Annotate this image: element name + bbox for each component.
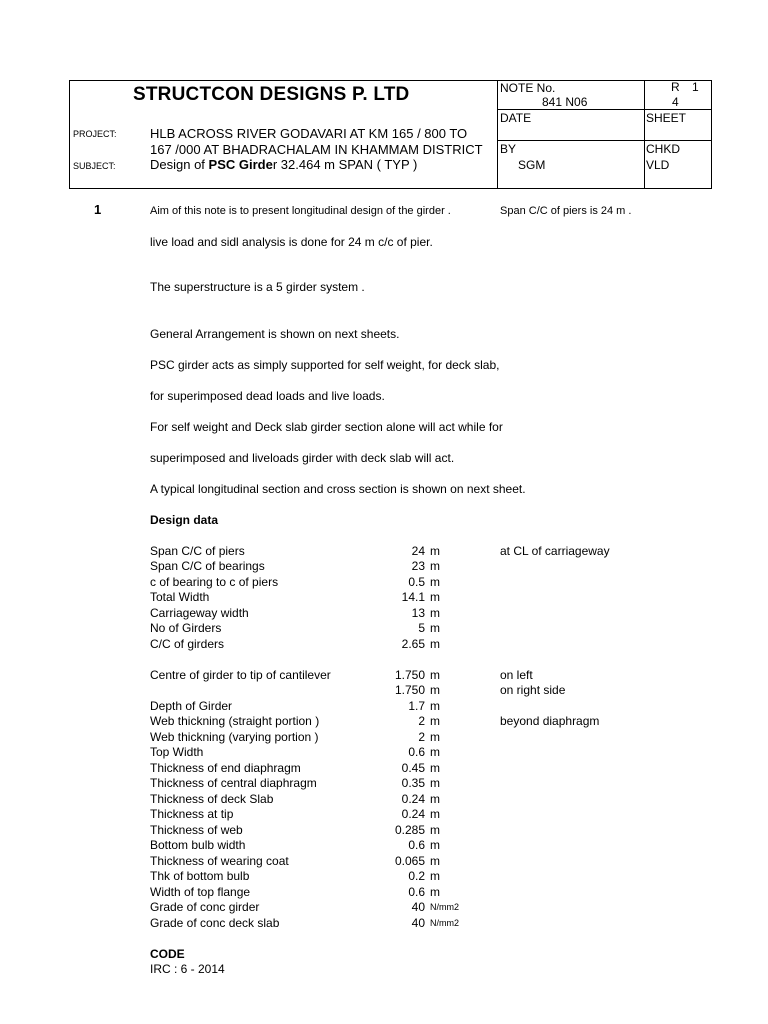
row-label: Carriageway width [150, 606, 249, 620]
row-label: Grade of conc deck slab [150, 916, 280, 930]
row-value: 0.2 [408, 869, 425, 883]
divider [644, 81, 645, 188]
row-unit: m [430, 792, 440, 806]
row-label: Thickness of end diaphragm [150, 761, 301, 775]
project-line-2: 167 /000 AT BHADRACHALAM IN KHAMMAM DISTRICT [150, 142, 483, 157]
paragraph: The superstructure is a 5 girder system . [150, 280, 365, 294]
paragraph: superimposed and liveloads girder with deck slab will act. [150, 451, 455, 465]
row-unit: m [430, 683, 440, 697]
by-value: SGM [518, 158, 546, 172]
row-value: 0.24 [401, 792, 425, 806]
row-unit: m [430, 807, 440, 821]
row-value: 14.1 [401, 590, 425, 604]
company-name: STRUCTCON DESIGNS P. LTD [133, 84, 410, 105]
row-value: 23 [411, 559, 425, 573]
subject-label: SUBJECT: [73, 161, 116, 171]
row-value: 2 [418, 730, 425, 744]
note-value: 841 N06 [542, 95, 588, 109]
row-label: Thk of bottom bulb [150, 869, 250, 883]
row-label: C/C of girders [150, 637, 225, 651]
row-unit: m [430, 621, 440, 635]
row-label: Centre of girder to tip of cantilever [150, 668, 331, 682]
subject-suffix: r 32.464 m SPAN ( TYP ) [272, 157, 418, 172]
row-unit: m [430, 559, 440, 573]
row-label: Bottom bulb width [150, 838, 246, 852]
row-value: 0.6 [408, 885, 425, 899]
row-label: Depth of Girder [150, 699, 233, 713]
row-value: 1.750 [394, 668, 425, 682]
row-value: 0.35 [401, 776, 425, 790]
row-unit: N/mm2 [430, 902, 459, 912]
row-unit: m [430, 885, 440, 899]
row-label: Web thickning (varying portion ) [150, 730, 319, 744]
rev-value: 1 [692, 80, 699, 94]
row-note: on left [500, 668, 533, 682]
row-label: Thickness of wearing coat [150, 854, 289, 868]
row-label: Web thickning (straight portion ) [150, 714, 320, 728]
row-value: 40 [411, 900, 425, 914]
row-value: 5 [418, 621, 425, 635]
row-unit: m [430, 668, 440, 682]
divider [497, 109, 711, 110]
paragraph: General Arrangement is shown on next sheets. [150, 327, 400, 341]
row-unit: m [430, 637, 440, 651]
row-label: c of bearing to c of piers [150, 575, 279, 589]
row-value: 2 [418, 714, 425, 728]
code-heading: CODE [150, 947, 185, 961]
sheet-label: SHEET [646, 111, 687, 125]
row-unit: m [430, 761, 440, 775]
row-note: on right side [500, 683, 566, 697]
sheet-number: 4 [672, 95, 679, 109]
span-note: Span C/C of piers is 24 m . [500, 205, 632, 217]
paragraph: A typical longitudinal section and cross section is shown on next sheet. [150, 482, 526, 496]
row-unit: m [430, 575, 440, 589]
row-label: Span C/C of bearings [150, 559, 265, 573]
row-value: 0.6 [408, 838, 425, 852]
divider [497, 81, 498, 188]
row-value: 0.45 [401, 761, 425, 775]
section-number: 1 [94, 202, 102, 217]
row-label: Width of top flange [150, 885, 251, 899]
row-value: 40 [411, 916, 425, 930]
design-data-heading: Design data [150, 513, 219, 527]
row-unit: m [430, 699, 440, 713]
paragraph: PSC girder acts as simply supported for self weight, for deck slab, [150, 358, 500, 372]
chkd-label: CHKD [646, 142, 681, 156]
row-unit: m [430, 838, 440, 852]
subject-text [150, 157, 417, 172]
subject-prefix: Design of [150, 157, 209, 172]
row-label: Thickness of web [150, 823, 243, 837]
row-value: 0.065 [394, 854, 425, 868]
row-value: 13 [411, 606, 425, 620]
row-unit: m [430, 869, 440, 883]
row-value: 1.750 [394, 683, 425, 697]
row-label: Span C/C of piers [150, 544, 245, 558]
code-value: IRC : 6 - 2014 [150, 962, 225, 976]
row-unit: m [430, 776, 440, 790]
project-label: PROJECT: [73, 129, 117, 139]
subject-bold: PSC Girde [208, 157, 273, 172]
chkd-value: VLD [646, 158, 670, 172]
row-label: Thickness of central diaphragm [150, 776, 317, 790]
divider [497, 140, 711, 141]
project-line-1: HLB ACROSS RIVER GODAVARI AT KM 165 / 800 TO [150, 126, 468, 141]
row-unit: m [430, 606, 440, 620]
paragraph: for superimposed dead loads and live loads. [150, 389, 385, 403]
rev-label: R [671, 80, 680, 94]
by-label: BY [500, 142, 517, 156]
row-unit: m [430, 714, 440, 728]
aim-text: Aim of this note is to present longitudinal design of the girder . [150, 205, 451, 217]
row-unit: m [430, 745, 440, 759]
row-value: 0.285 [394, 823, 425, 837]
row-unit: m [430, 823, 440, 837]
row-label: Grade of conc girder [150, 900, 260, 914]
row-value: 2.65 [401, 637, 425, 651]
row-unit: m [430, 544, 440, 558]
row-unit: m [430, 854, 440, 868]
row-unit: N/mm2 [430, 918, 459, 928]
paragraph: For self weight and Deck slab girder section alone will act while for [150, 420, 503, 434]
paragraph: live load and sidl analysis is done for 24 m c/c of pier. [150, 235, 433, 249]
row-value: 1.7 [408, 699, 425, 713]
row-unit: m [430, 730, 440, 744]
row-unit: m [430, 590, 440, 604]
note-label: NOTE No. [500, 81, 556, 95]
row-value: 24 [411, 544, 425, 558]
row-label: Thickness at tip [150, 807, 234, 821]
row-label: Top Width [150, 745, 204, 759]
row-value: 0.24 [401, 807, 425, 821]
row-label: Total Width [150, 590, 210, 604]
row-note: beyond diaphragm [500, 714, 600, 728]
row-value: 0.6 [408, 745, 425, 759]
row-note: at CL of carriageway [500, 544, 610, 558]
row-label: Thickness of deck Slab [150, 792, 274, 806]
date-label: DATE [500, 111, 532, 125]
row-label: No of Girders [150, 621, 222, 635]
row-value: 0.5 [408, 575, 425, 589]
